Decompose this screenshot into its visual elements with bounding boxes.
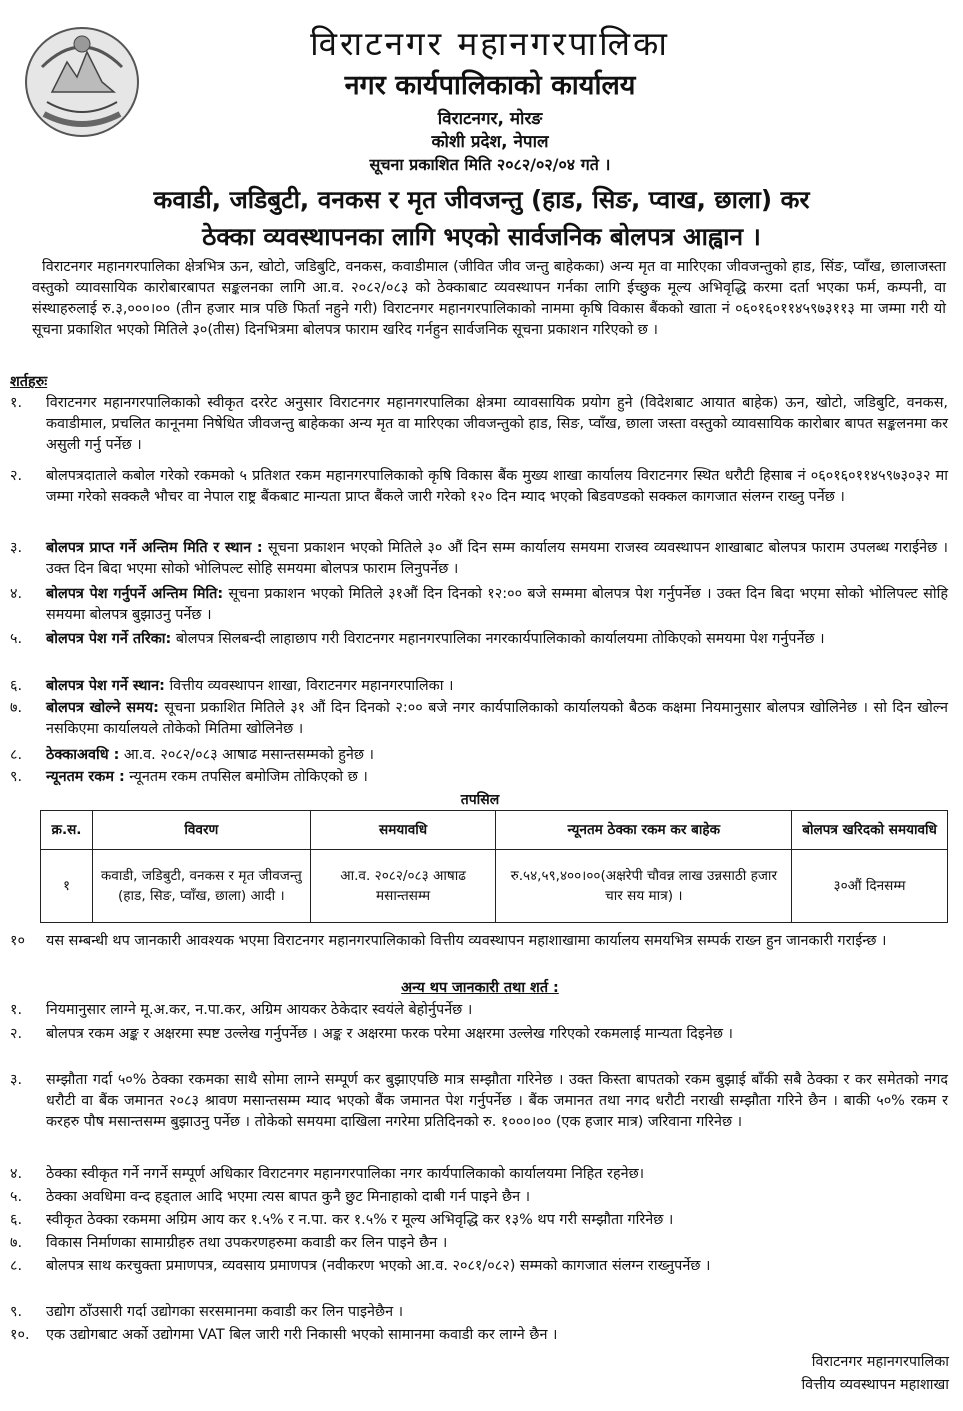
condition-number: २. <box>10 468 23 484</box>
condition-item <box>10 584 948 626</box>
other-condition-item <box>10 1325 948 1346</box>
municipality-name: विराटनगर महानगरपालिका <box>310 24 670 63</box>
note-item <box>10 931 948 952</box>
condition-bold: न्यूनतम रकम : <box>46 769 125 785</box>
other-condition-item <box>10 1302 948 1323</box>
table-header-row <box>41 811 948 850</box>
other-condition-number: ८. <box>10 1258 23 1274</box>
table-cell: ३०औं दिनसम्म <box>792 850 948 923</box>
table-header: बोलपत्र खरिदको समयावधि <box>792 811 948 850</box>
other-condition-number: ४. <box>10 1166 23 1182</box>
condition-item <box>10 538 948 580</box>
nepal-emblem-icon <box>22 22 142 140</box>
other-condition-text: ठेक्का स्वीकृत गर्ने नगर्ने सम्पूर्ण अधिकार विराटनगर महानगरपालिका नगर कार्यपालिकाको कार्यालयमा निहित रहनेछ। <box>46 1166 645 1182</box>
condition-text: बोलपत्र सिलबन्दी लाहाछाप गरी विराटनगर महानगरपालिका नगरकार्यपालिकाको कार्यालयमा तोकिएको समयमा पेश गर्नुपर्नेछ । <box>171 631 825 647</box>
other-condition-number: ९. <box>10 1304 23 1320</box>
note-number: १० <box>10 933 25 949</box>
other-condition-text: बोलपत्र साथ करचुक्ता प्रमाणपत्र, व्यवसाय प्रमाणपत्र (नवीकरण भएको आ.व. २०८१/०८२) सम्मको कागजात संलग्न राख्नुपर्नेछ । <box>46 1258 711 1274</box>
condition-number: ४. <box>10 586 23 602</box>
other-condition-number: १. <box>10 1002 23 1018</box>
other-condition-text: सम्झौता गर्दा ५०% ठेक्का रकमका साथै सोमा लाग्ने सम्पूर्ण कर बुझाएपछि मात्र सम्झौता गरिनेछ । उक्त किस्ता बापतको रकम बुझाई बाँकी सबै ठेक्का र कर समेतको नगद धरौटी वा बैंक जमानत २०८३ श्रावण मसान्तसम्म म्याद भएको बैंक जमानत पेश गर्नुपर्नेछ । बैंक जमानत तथा नगद धरौटी नराखी सम्झौता गरिने छैन । बाकी ५०% रकम र करहरु पौष मसान्तसम्म बुझाउनु पर्नेछ । तोकेको समयमा दाखिला नगरेमा प्रतिदिनको रु. १०००।०० (एक हजार मात्र) जरिवाना गरिनेछ । <box>46 1072 948 1130</box>
table-cell: कवाडी, जडिबुटी, वनकस र मृत जीवजन्तु (हाड, सिङ, प्वाँख, छाला) आदी । <box>92 850 310 923</box>
condition-number: ५. <box>10 631 23 647</box>
other-condition-text: विकास निर्माणका सामाग्रीहरु तथा उपकरणहरुमा कवाडी कर लिन पाइने छैन । <box>46 1235 448 1251</box>
office-name: नगर कार्यपालिकाको कार्यालय <box>344 70 636 101</box>
condition-item <box>10 676 948 697</box>
condition-text: न्यूनतम रकम तपसिल बमोजिम तोकिएको छ । <box>124 769 368 785</box>
other-condition-number: ७. <box>10 1235 23 1251</box>
intro-paragraph: विराटनगर महानगरपालिका क्षेत्रभित्र ऊन, खोटो, जडिबुटि, वनकस, कवाडीमाल (जीवित जीव जन्तु बाहेकका) अन्य मृत वा मारिएका जीवजन्तुको हाड, सिंङ, प्वाँख, छालाजस्ता वस्तुको व्यावसायिक कारोबारबापत सङ्कलनका लागि आ.व. २०८२/०८३ को ठेक्काबाट व्यवस्थापन गर्नका लागि ईच्छुक मूल्य अभिवृद्धि करमा दर्ता भएका फर्म, कम्पनी, वा संस्थाहरुलाई रु.३,०००।०० (तीन हजार मात्र पछि फिर्ता नहुने गरी) विराटनगर महानगरपालिकाको नाममा कृषि विकास बैंकको खाता नं ०६०१६०११४५९७३११३ मा जम्मा गरी यो सूचना प्रकाशित भएको मितिले ३०(तीस) दिनभित्रमा बोलपत्र फाराम खरिद गर्नहुन सार्वजनिक सूचना प्रकाशन गरिएको छ । <box>32 259 946 338</box>
condition-item <box>10 629 948 650</box>
other-condition-item <box>10 1070 948 1133</box>
other-condition-number: २. <box>10 1026 23 1042</box>
other-condition-item <box>10 1164 948 1185</box>
condition-number: ६. <box>10 678 23 694</box>
other-condition-item <box>10 1187 948 1208</box>
condition-item <box>10 745 948 766</box>
condition-item <box>10 466 948 508</box>
schedule-table <box>40 810 948 923</box>
table-header: समयावधि <box>310 811 496 850</box>
condition-text: बोलपत्रदाताले कबोल गरेको रकमको ५ प्रतिशत रकम महानगरपालिकाको कृषि विकास बैंक मुख्य शाखा कार्यालय विराटनगर स्थित धरौटी हिसाब नं ०६०१६०११४५९७३०३२ मा जम्मा गरेको सक्कलै भौचर वा नेपाल राष्ट्र बैंकबाट मान्यता प्राप्त बैंकले जारी गरेको १२० दिन म्याद भएको बिडवण्डको सक्कल कागजात संलग्न राख्नु पर्नेछ । <box>46 468 948 505</box>
condition-item <box>10 698 948 740</box>
signature-line-2: वित्तीय व्यवस्थापन महाशाखा <box>801 1377 949 1393</box>
published-date: सूचना प्रकाशित मिति २०८२/०२/०४ गते । <box>369 155 611 174</box>
condition-text: वित्तीय व्यवस्थापन शाखा, विराटनगर महानगरपालिका । <box>164 678 454 694</box>
other-condition-text: एक उद्योगबाट अर्को उद्योगमा VAT बिल जारी गरी निकासी भएको सामानमा कवाडी कर लाग्ने छैन । <box>46 1327 558 1343</box>
condition-number: ७. <box>10 700 23 716</box>
notice-title-line-1: कवाडी, जडिबुटी, वनकस र मृत जीवजन्तु (हाड, सिङ, प्वाख, छाला) कर <box>153 185 810 214</box>
other-condition-text: ठेक्का अवधिमा वन्द हड्ताल आदि भएमा त्यस बापत कुनै छुट मिनाहाको दाबी गर्न पाइने छैन । <box>46 1189 531 1205</box>
table-header: विवरण <box>92 811 310 850</box>
other-condition-number: ६. <box>10 1212 23 1228</box>
table-header: क्र.स. <box>41 811 93 850</box>
address-line-2: कोशी प्रदेश, नेपाल <box>431 132 549 152</box>
other-condition-number: ३. <box>10 1072 23 1088</box>
other-condition-text: बोलपत्र रकम अङ्क र अक्षरमा स्पष्ट उल्लेख गर्नुपर्नेछ । अङ्क र अक्षरमा फरक परेमा अक्षरमा उल्लेख गरिएको रकमलाई मान्यता दिइनेछ । <box>46 1026 733 1042</box>
condition-number: ९. <box>10 769 23 785</box>
table-header: न्यूनतम ठेक्का रकम कर बाहेक <box>496 811 792 850</box>
other-condition-number: ५. <box>10 1189 23 1205</box>
conditions-heading: शर्तहरुः <box>10 374 48 390</box>
condition-text: विराटनगर महानगरपालिकाको स्वीकृत दररेट अनुसार विराटनगर महानगरपालिका क्षेत्रमा व्यावसायिक प्रयोग हुने (विदेशबाट आयात बाहेक) ऊन, खोटो, जडिबुटि, वनकस, कवाडीमाल, प्रचलित कानूनमा निषेधित जीवजन्तु बाहेकका अन्य मृत वा मारिएका जीवजन्तुको हाड, सिङ, प्वाँख, छाला जस्ता वस्तुको व्यावसायिक कारोबार बापत सङ्कलनमा कर असुली गर्नु पर्नेछ । <box>46 395 948 453</box>
other-condition-item <box>10 1256 948 1277</box>
other-condition-text: उद्योग ठाँउसारी गर्दा उद्योगका सरसमानमा कवाडी कर लिन पाइनेछैन । <box>46 1304 404 1320</box>
other-condition-number: १०. <box>10 1327 30 1343</box>
table-cell: आ.व. २०८२/०८३ आषाढ मसान्तसम्म <box>310 850 496 923</box>
notice-title-line-2: ठेक्का व्यवस्थापनका लागि भएको सार्वजनिक बोलपत्र आह्वान । <box>202 222 761 251</box>
condition-bold: बोलपत्र खोल्ने समय: <box>46 700 159 716</box>
other-condition-item <box>10 1233 948 1254</box>
condition-text: आ.व. २०८२/०८३ आषाढ मसान्तसम्मको हुनेछ । <box>119 747 374 763</box>
condition-number: १. <box>10 395 23 411</box>
condition-number: ३. <box>10 540 23 556</box>
condition-number: ८. <box>10 747 23 763</box>
signature-line-1: विराटनगर महानगरपालिका <box>811 1354 949 1370</box>
address-line-1: विराटनगर, मोरङ <box>437 109 543 129</box>
schedule-label: तपसिल <box>460 792 500 808</box>
other-condition-text: स्वीकृत ठेक्का रकममा अग्रिम आय कर १.५% र न.पा. कर १.५% र मूल्य अभिवृद्धि कर १३% थप गरी सम्झौता गरिनेछ । <box>46 1212 674 1228</box>
other-condition-item <box>10 1210 948 1231</box>
condition-bold: ठेक्काअवधि : <box>46 747 120 763</box>
condition-item <box>10 393 948 456</box>
other-conditions-heading: अन्य थप जानकारी तथा शर्त : <box>401 980 559 996</box>
condition-text: सूचना प्रकाशन भएको मितिले ३१औं दिन दिनको १२:०० बजे सम्ममा बोलपत्र पेश गर्नुपर्नेछ । उक्त दिन बिदा भएमा सोको भोलिपल्ट सोहि समयमा बोलपत्र बुझाउनु पर्नेछ । <box>46 586 948 623</box>
condition-text: सूचना प्रकाशित मितिले ३१ औं दिन दिनको २:०० बजे नगर कार्यपालिकाको कार्यालयको बैठक कक्षमा नियमानुसार बोलपत्र खोलिनेछ । सो दिन खोल्न नसकिएमा कार्यालयले तोकेको मितिमा खोलिनेछ । <box>46 700 948 737</box>
other-condition-item <box>10 1000 948 1021</box>
table-row <box>41 850 948 923</box>
note-text: यस सम्बन्धी थप जानकारी आवश्यक भएमा विराटनगर महानगरपालिकाको वित्तीय व्यवस्थापन महाशाखामा कार्यालय समयभित्र सम्पर्क राख्न हुन जानकारी गराईन्छ । <box>46 933 887 949</box>
condition-bold: बोलपत्र प्राप्त गर्ने अन्तिम मिति र स्थान : <box>46 540 263 556</box>
table-cell: १ <box>41 850 93 923</box>
other-condition-item <box>10 1024 948 1045</box>
condition-text: सूचना प्रकाशन भएको मितिले ३० औं दिन सम्म कार्यालय समयमा राजस्व व्यवस्थापन शाखाबाट बोलपत्र फाराम उपलब्ध गराईनेछ । उक्त दिन बिदा भएमा सोको भोलिपल्ट सोहि समयमा बोलपत्र फाराम लिनुपर्नेछ । <box>46 540 948 577</box>
condition-item <box>10 767 948 788</box>
condition-bold: बोलपत्र पेश गर्ने तरिका: <box>46 631 172 647</box>
table-cell: रु.५४,५९,४००।००(अक्षरेपी चौवन्न लाख उन्नसाठी हजार चार सय मात्र) । <box>496 850 792 923</box>
condition-bold: बोलपत्र पेश गर्नुपर्ने अन्तिम मिति: <box>46 586 224 602</box>
condition-bold: बोलपत्र पेश गर्ने स्थान: <box>46 678 165 694</box>
other-condition-text: नियमानुसार लाग्ने मू.अ.कर, न.पा.कर, अग्रिम आयकर ठेकेदार स्वयंले बेहोर्नुपर्नेछ । <box>46 1002 473 1018</box>
